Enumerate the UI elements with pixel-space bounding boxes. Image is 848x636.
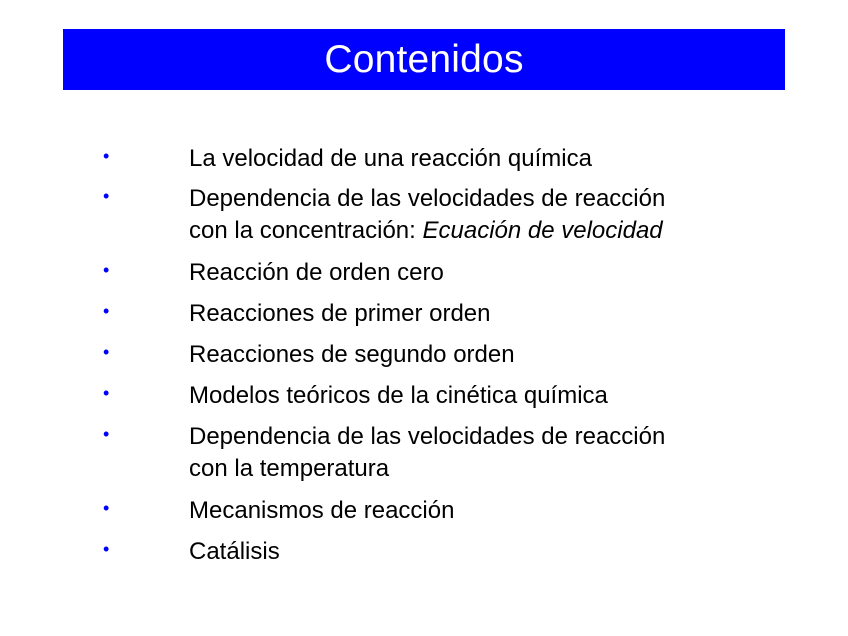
bullet-icon: • bbox=[103, 260, 110, 280]
emphasis-text: Ecuación de velocidad bbox=[422, 217, 663, 244]
bullet-icon: • bbox=[103, 146, 110, 166]
slide-title: Contenidos bbox=[324, 38, 524, 81]
list-item-text: Reacción de orden cero bbox=[189, 259, 444, 286]
list-item-text: La velocidad de una reacción química bbox=[189, 145, 592, 172]
list-item-text: Mecanismos de reacción bbox=[189, 497, 455, 524]
bullet-icon: • bbox=[103, 424, 110, 444]
list-item-text: Dependencia de las velocidades de reacción con la temperatura bbox=[189, 423, 666, 482]
bullet-icon: • bbox=[103, 383, 110, 403]
bullet-icon: • bbox=[103, 301, 110, 321]
bullet-icon: • bbox=[103, 539, 110, 559]
bullet-icon: • bbox=[103, 186, 110, 206]
list-item-text: Dependencia de las velocidades de reacción con la concentración: Ecuación de velocidad bbox=[189, 185, 666, 244]
list-item-text: Modelos teóricos de la cinética química bbox=[189, 382, 608, 409]
bullet-icon: • bbox=[103, 498, 110, 518]
list-item-text: Reacciones de primer orden bbox=[189, 300, 491, 327]
list-item-text: Reacciones de segundo orden bbox=[189, 341, 515, 368]
bullet-icon: • bbox=[103, 342, 110, 362]
list-item-text: Catálisis bbox=[189, 538, 280, 565]
